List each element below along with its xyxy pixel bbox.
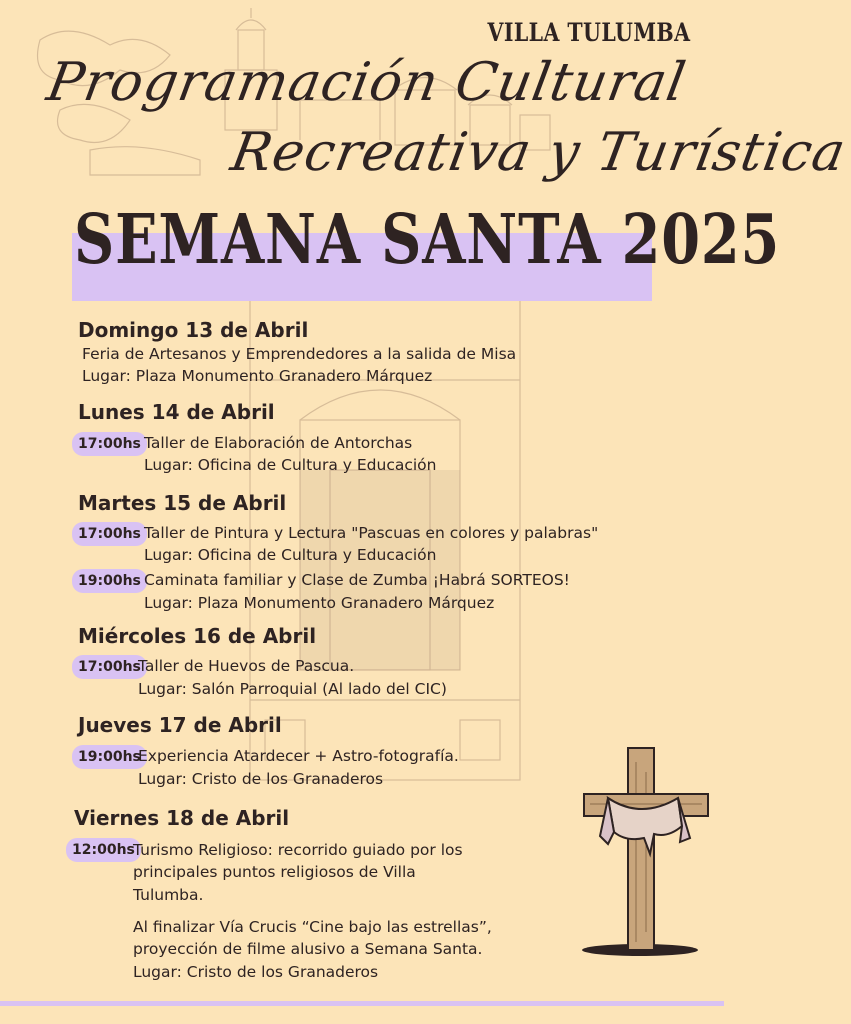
time-badge: 12:00hs xyxy=(66,838,141,862)
village-name: VILLA TULUMBA xyxy=(487,18,690,47)
day-heading-martes: Martes 15 de Abril xyxy=(78,491,287,515)
day-heading-jueves: Jueves 17 de Abril xyxy=(78,713,282,737)
day-heading-viernes: Viernes 18 de Abril xyxy=(74,806,290,830)
event-line: proyección de filme alusivo a Semana Santa. xyxy=(133,940,483,958)
event-line: Turismo Religioso: recorrido guiado por los xyxy=(133,841,463,859)
event-location: Lugar: Plaza Monumento Granadero Márquez xyxy=(144,594,495,612)
event-line: Tulumba. xyxy=(133,886,204,904)
time-badge: 17:00hs xyxy=(72,432,147,456)
page-title: SEMANA SANTA 2025 xyxy=(74,200,781,280)
event-location: Lugar: Cristo de los Granaderos xyxy=(138,770,384,788)
day-heading-domingo: Domingo 13 de Abril xyxy=(78,318,309,342)
day-heading-miercoles: Miércoles 16 de Abril xyxy=(78,624,317,648)
day-heading-lunes: Lunes 14 de Abril xyxy=(78,400,275,424)
event-line: Al finalizar Vía Crucis “Cine bajo las estrellas”, xyxy=(133,918,492,936)
event-location: Lugar: Plaza Monumento Granadero Márquez xyxy=(82,367,433,385)
event-line: Feria de Artesanos y Emprendedores a la salida de Misa xyxy=(82,345,517,363)
event-line: Experiencia Atardecer + Astro-fotografía. xyxy=(138,747,459,765)
cross-with-cloth-icon xyxy=(578,742,714,962)
time-badge: 17:00hs xyxy=(72,522,147,546)
event-location: Lugar: Oficina de Cultura y Educación xyxy=(144,546,437,564)
event-location: Lugar: Cristo de los Granaderos xyxy=(133,963,379,981)
event-line: Caminata familiar y Clase de Zumba ¡Habrá SORTEOS! xyxy=(144,571,570,589)
event-line: Taller de Huevos de Pascua. xyxy=(138,657,355,675)
event-line: Taller de Elaboración de Antorchas xyxy=(144,434,413,452)
time-badge: 19:00hs xyxy=(72,745,147,769)
program-title-line1: Programación Cultural xyxy=(42,52,691,113)
time-badge: 17:00hs xyxy=(72,655,147,679)
event-line: Taller de Pintura y Lectura "Pascuas en colores y palabras" xyxy=(144,524,599,542)
event-line: principales puntos religiosos de Villa xyxy=(133,863,416,881)
event-location: Lugar: Oficina de Cultura y Educación xyxy=(144,456,437,474)
event-location: Lugar: Salón Parroquial (Al lado del CIC) xyxy=(138,680,447,698)
time-badge: 19:00hs xyxy=(72,569,147,593)
bottom-divider xyxy=(0,1001,724,1006)
program-title-line2: Recreativa y Turística xyxy=(226,122,851,183)
